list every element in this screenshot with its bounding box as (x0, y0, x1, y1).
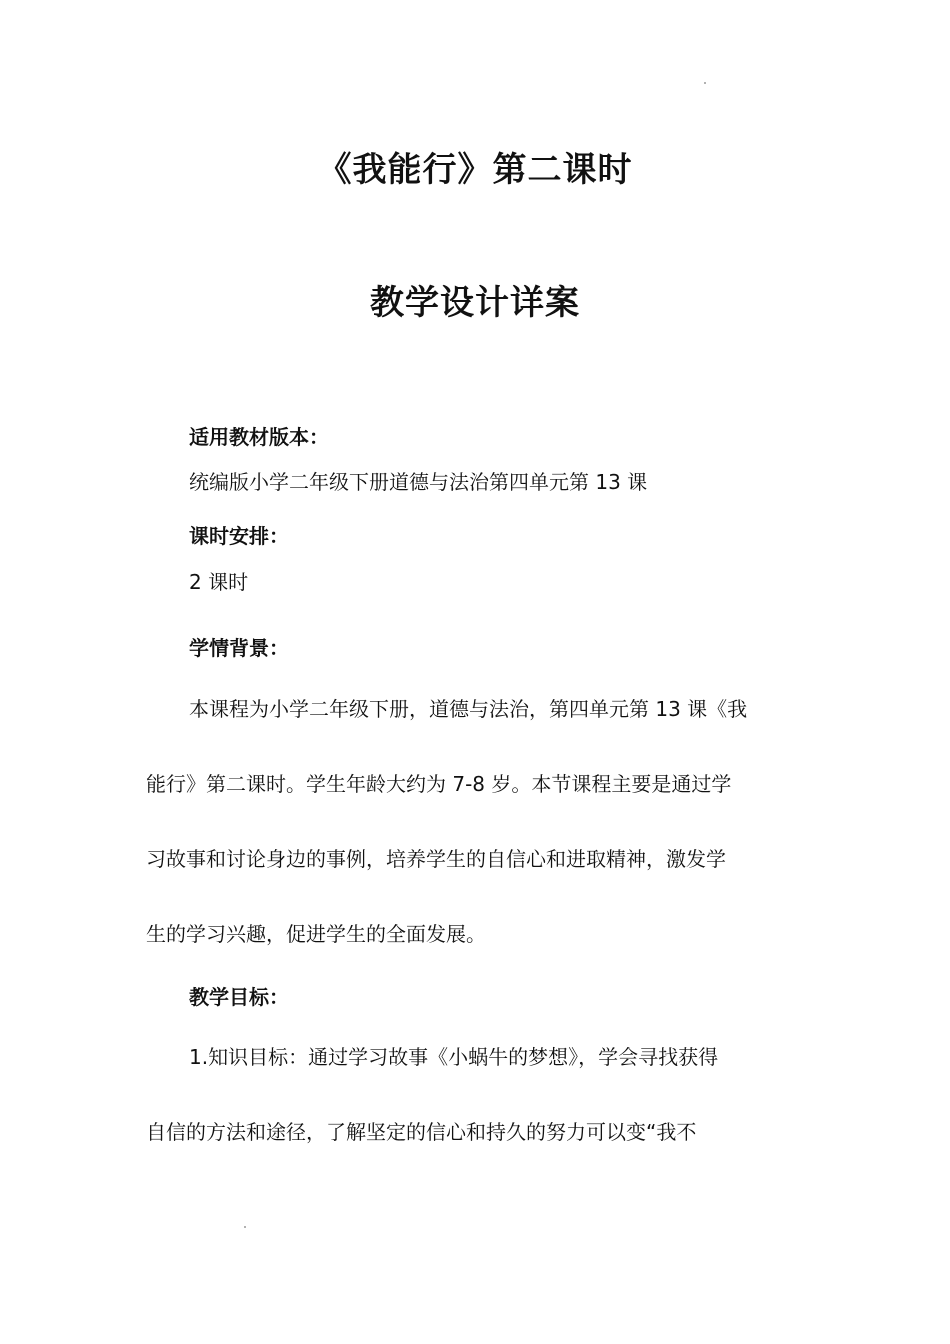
background-line-4: 生的学习兴趣，促进学生的全面发展。 (146, 922, 486, 946)
document-subtitle: 教学设计详案 (370, 283, 580, 323)
objectives-heading: 教学目标： (189, 985, 289, 1009)
background-line-2: 能行》第二课时。学生年龄大约为 7-8 岁。本节课程主要是通过学 (146, 772, 732, 796)
background-line-3: 习故事和讨论身边的事例，培养学生的自信心和进取精神，激发学 (146, 847, 726, 871)
objectives-line-2: 自信的方法和途径，了解坚定的信心和持久的努力可以变“我不 (146, 1120, 697, 1144)
textbook-version-value: 统编版小学二年级下册道德与法治第四单元第 13 课 (189, 470, 648, 494)
corner-mark-top (704, 82, 706, 84)
background-line-1: 本课程为小学二年级下册，道德与法治，第四单元第 13 课《我 (189, 697, 748, 721)
textbook-version-heading: 适用教材版本： (189, 425, 329, 449)
schedule-value: 2 课时 (189, 570, 249, 594)
background-heading: 学情背景： (189, 636, 289, 660)
objectives-line-1: 1.知识目标：通过学习故事《小蜗牛的梦想》，学会寻找获得 (189, 1045, 719, 1069)
schedule-heading: 课时安排： (189, 524, 289, 548)
corner-mark-bottom (244, 1226, 246, 1228)
document-title: 《我能行》第二课时 (317, 150, 633, 190)
